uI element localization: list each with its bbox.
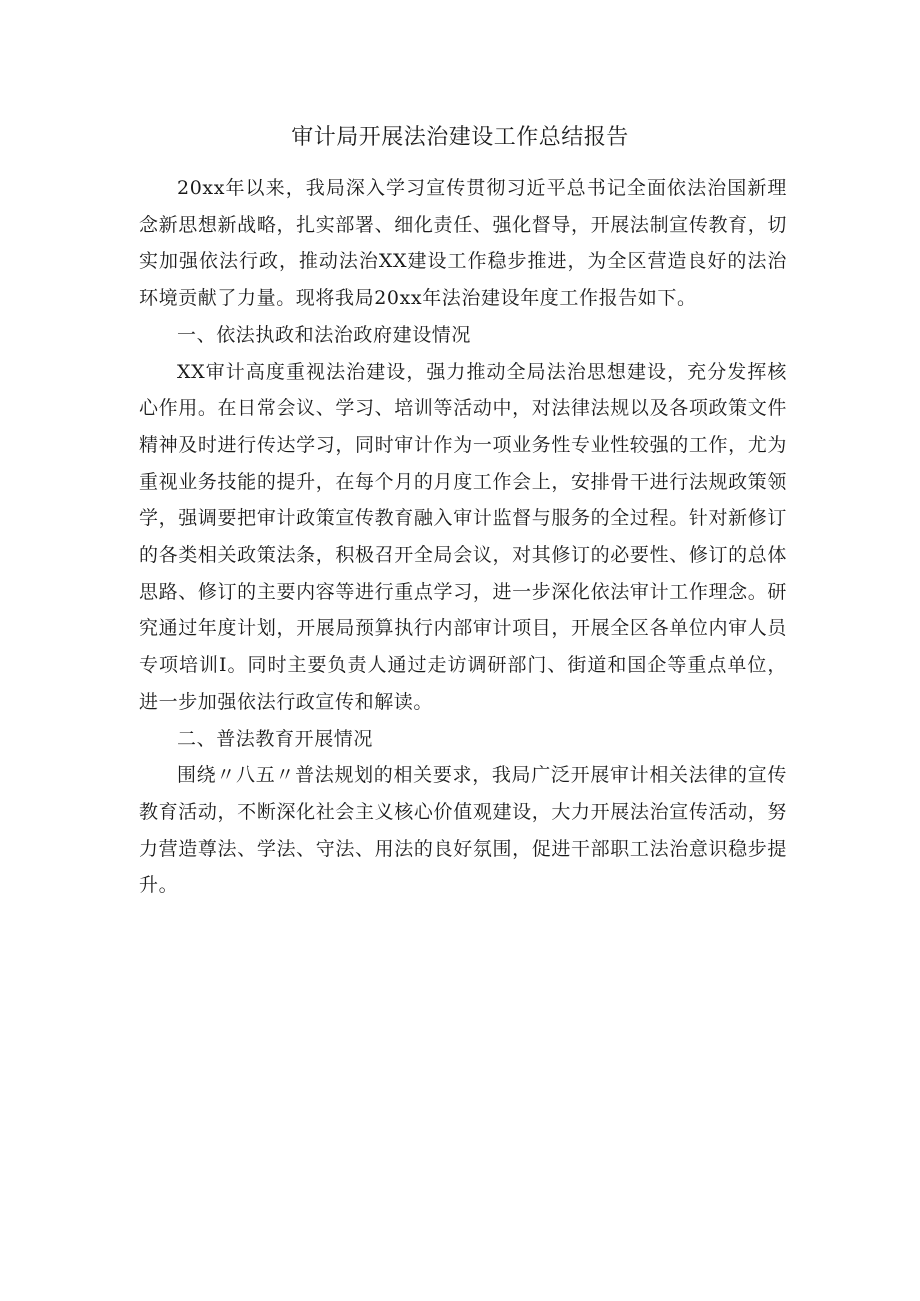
section-heading-1: 一、依法执政和法治政府建设情况 [177,323,472,346]
document-title: 审计局开展法治建设工作总结报告 [291,125,629,150]
section-1-paragraph: XX审计高度重视法治建设，强力推动全局法治思想建设，充分发挥核心作用。在日常会议、学习、培训等活动中，对法律法规以及各项政策文件精神及时进行传达学习，同时审计作为一项业务性专业性较强的工作，尤为重视业务技能的提升，在每个月的月度工作会上，安排骨干进行法规政策领学，强调要把审计政策宣传教育融入审计监督与服务的全过程。针对新修订的各类相关政策法条，积极召开全局会议，对其修订的必要性、修订的总体思路、修订的主要内容等进行重点学习，进一步深化依法审计工作理念。研究通过年度计划，开展局预算执行内部审计项目，开展全区各单位内审人员专项培训I。同时主要负责人通过走访调研部门、街道和国企等重点单位，进一步加强依法行政宣传和解读。 [139,360,787,713]
document-body [139,170,787,904]
intro-paragraph: 20xx年以来，我局深入学习宣传贯彻习近平总书记全面依法治国新理念新思想新战略，扎实部署、细化责任、强化督导，开展法制宣传教育，切实加强依法行政，推动法治XX建设工作稳步推进，为全区营造良好的法治环境贡献了力量。现将我局20xx年法治建设年度工作报告如下。 [139,177,787,310]
section-heading-2: 二、普法教育开展情况 [177,727,374,750]
section-2-paragraph: 围绕〃八五〃普法规划的相关要求，我局广泛开展审计相关法律的宣传教育活动，不断深化社会主义核心价值观建设，大力开展法治宣传活动，努力营造尊法、学法、守法、用法的良好氛围，促进干部职工法治意识稳步提升。 [139,764,787,897]
